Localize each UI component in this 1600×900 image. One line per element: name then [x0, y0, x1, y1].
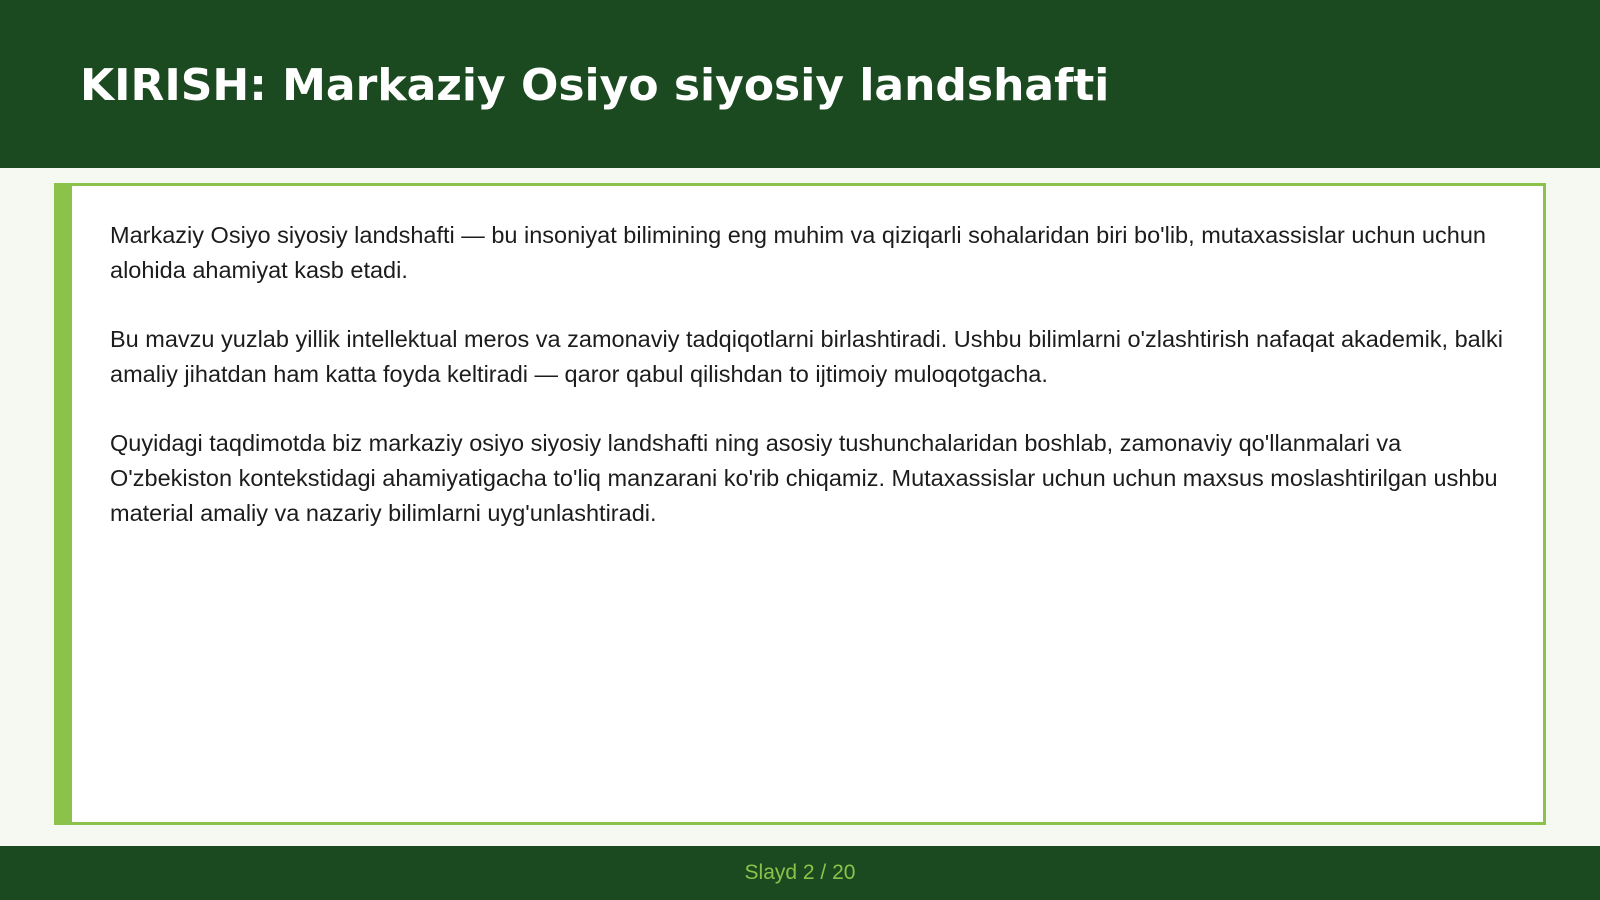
- slide-header: [0, 0, 1600, 168]
- paragraph-2: Bu mavzu yuzlab yillik intellektual meros va zamonaviy tadqiqotlarni birlashtiradi. Ushbu bilimlarni o'zlashtirish nafaqat akademik, balki amaliy jihatdan ham katta foyda keltiradi — qaror qabul qilishdan to ijtimoiy muloqotgacha.: [110, 326, 1503, 387]
- slide-title: KIRISH: Markaziy Osiyo siyosiy landshafti: [80, 60, 1110, 111]
- paragraph-3: Quyidagi taqdimotda biz markaziy osiyo siyosiy landshafti ning asosiy tushunchalaridan boshlab, zamonaviy qo'llanmalari va O'zbekiston kontekstidagi ahamiyatigacha to'liq manzarani ko'rib chiqamiz. Mutaxassislar uchun uchun maxsus moslashtirilgan ushbu material amaliy va nazariy bilimlarni uyg'unlashtiradi.: [110, 430, 1498, 526]
- slide-footer: [0, 846, 1600, 900]
- paragraph-1: Markaziy Osiyo siyosiy landshafti — bu insoniyat bilimining eng muhim va qiziqarli sohalaridan biri bo'lib, mutaxassislar uchun uchun alohida ahamiyat kasb etadi.: [110, 222, 1486, 283]
- content-card: [54, 183, 1546, 825]
- slide-number: Slayd 2 / 20: [744, 861, 856, 884]
- body-text: [110, 218, 1510, 565]
